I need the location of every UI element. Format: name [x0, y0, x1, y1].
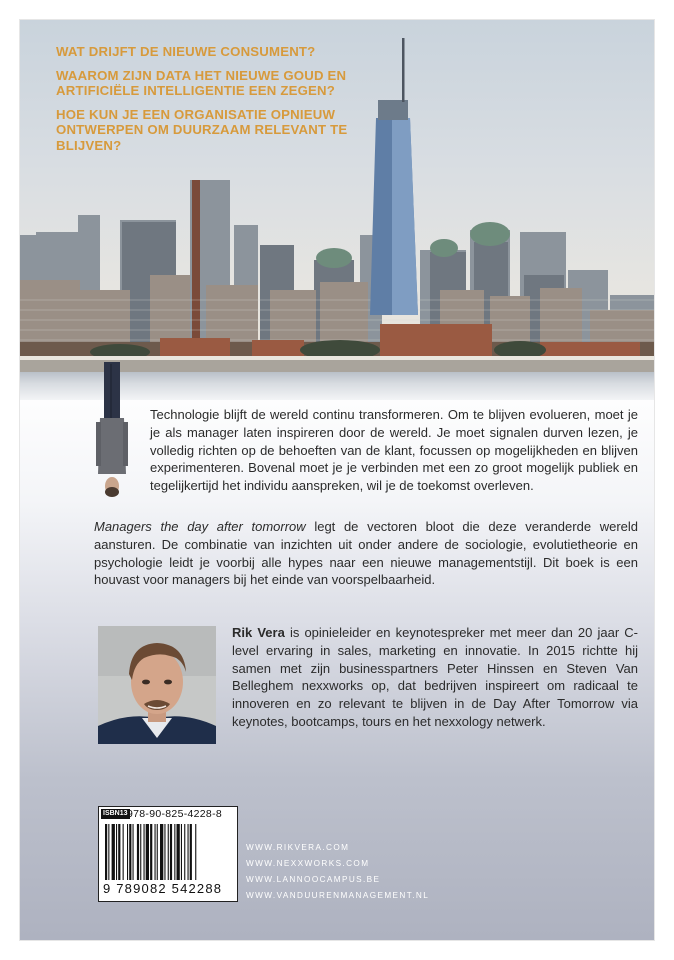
website-links: [246, 840, 429, 904]
question-2: WAAROM ZIJN DATA HET NIEUWE GOUD EN ARTIFICIËLE INTELLIGENTIE EEN ZEGEN?: [56, 67, 347, 98]
link-rikvera[interactable]: WWW.RIKVERA.COM: [246, 843, 350, 852]
question-3: HOE KUN JE EEN ORGANISATIE OPNIEUW ONTWERPEN OM DUURZAAM RELEVANT TE BLIJVEN?: [56, 106, 348, 153]
bio-body: is opinieleider en keynotespreker met meer dan 20 jaar C-level ervaring in sales, marketing en innovatie. In 2015 richtte hij samen met zijn businesspartners Peter Hinssen en Steven Van Belleghem nexxworks op, dat bedrijven inspireert om radicaal te innoveren en zo relevant te blijven in de Day After Tomorrow via keynotes, bootcamps, tours en het nexxology netwerk.: [232, 625, 638, 729]
link-lannoocampus[interactable]: WWW.LANNOOCAMPUS.BE: [246, 875, 381, 884]
book-title: Managers the day after tomorrow: [94, 519, 306, 534]
isbn-row: [99, 807, 237, 821]
question-1: WAT DRIJFT DE NIEUWE CONSUMENT?: [56, 44, 316, 59]
intro-paragraph: [150, 406, 638, 495]
isbn-tag: ISBN13: [103, 810, 128, 817]
author-portrait: [98, 626, 216, 744]
link-nexxworks[interactable]: WWW.NEXXWORKS.COM: [246, 859, 370, 868]
summary-paragraph: [94, 518, 638, 589]
bio-text: [232, 624, 638, 731]
isbn-barcode: [98, 806, 238, 902]
summary-body: legt de vectoren bloot die deze veranderde wereld aansturen. De combinatie van inzichten uit onder andere de sociologie, evolutietheorie en psychologie leidt je voorbij alle hypes naar een nieuwe managementstijl. Dit boek is een houvast voor managers bij het einde van voorspelbaarheid.: [94, 519, 639, 588]
upside-down-man-illustration: [92, 362, 132, 502]
barcode-bars: [105, 824, 231, 880]
skyline-photo: [20, 20, 654, 375]
link-vanduurenmanagement[interactable]: WWW.VANDUURENMANAGEMENT.NL: [246, 891, 430, 900]
isbn-number: 978-90-825-4228-8: [127, 808, 223, 820]
author-name: Rik Vera: [232, 625, 285, 640]
summary-text: [94, 518, 638, 589]
headline-questions: [56, 44, 386, 161]
author-photo: [98, 626, 216, 744]
author-bio: [232, 624, 638, 731]
ean-number: 9 789082 542288: [103, 881, 223, 896]
back-cover: [20, 20, 654, 940]
intro-text: Technologie blijft de wereld continu transformeren. Om te blijven evolueren, moet je je als manager laten inspireren door de wereld. Je moet signalen durven lezen, je volledig richten op de behoeften van de klant, focussen op mogelijkheden en blijven experimenteren. Bovenal moet je je verbinden met een zo groot mogelijk publiek en tegelijkertijd het individu aanspreken, wil je de toekomst overleven.: [150, 407, 638, 494]
